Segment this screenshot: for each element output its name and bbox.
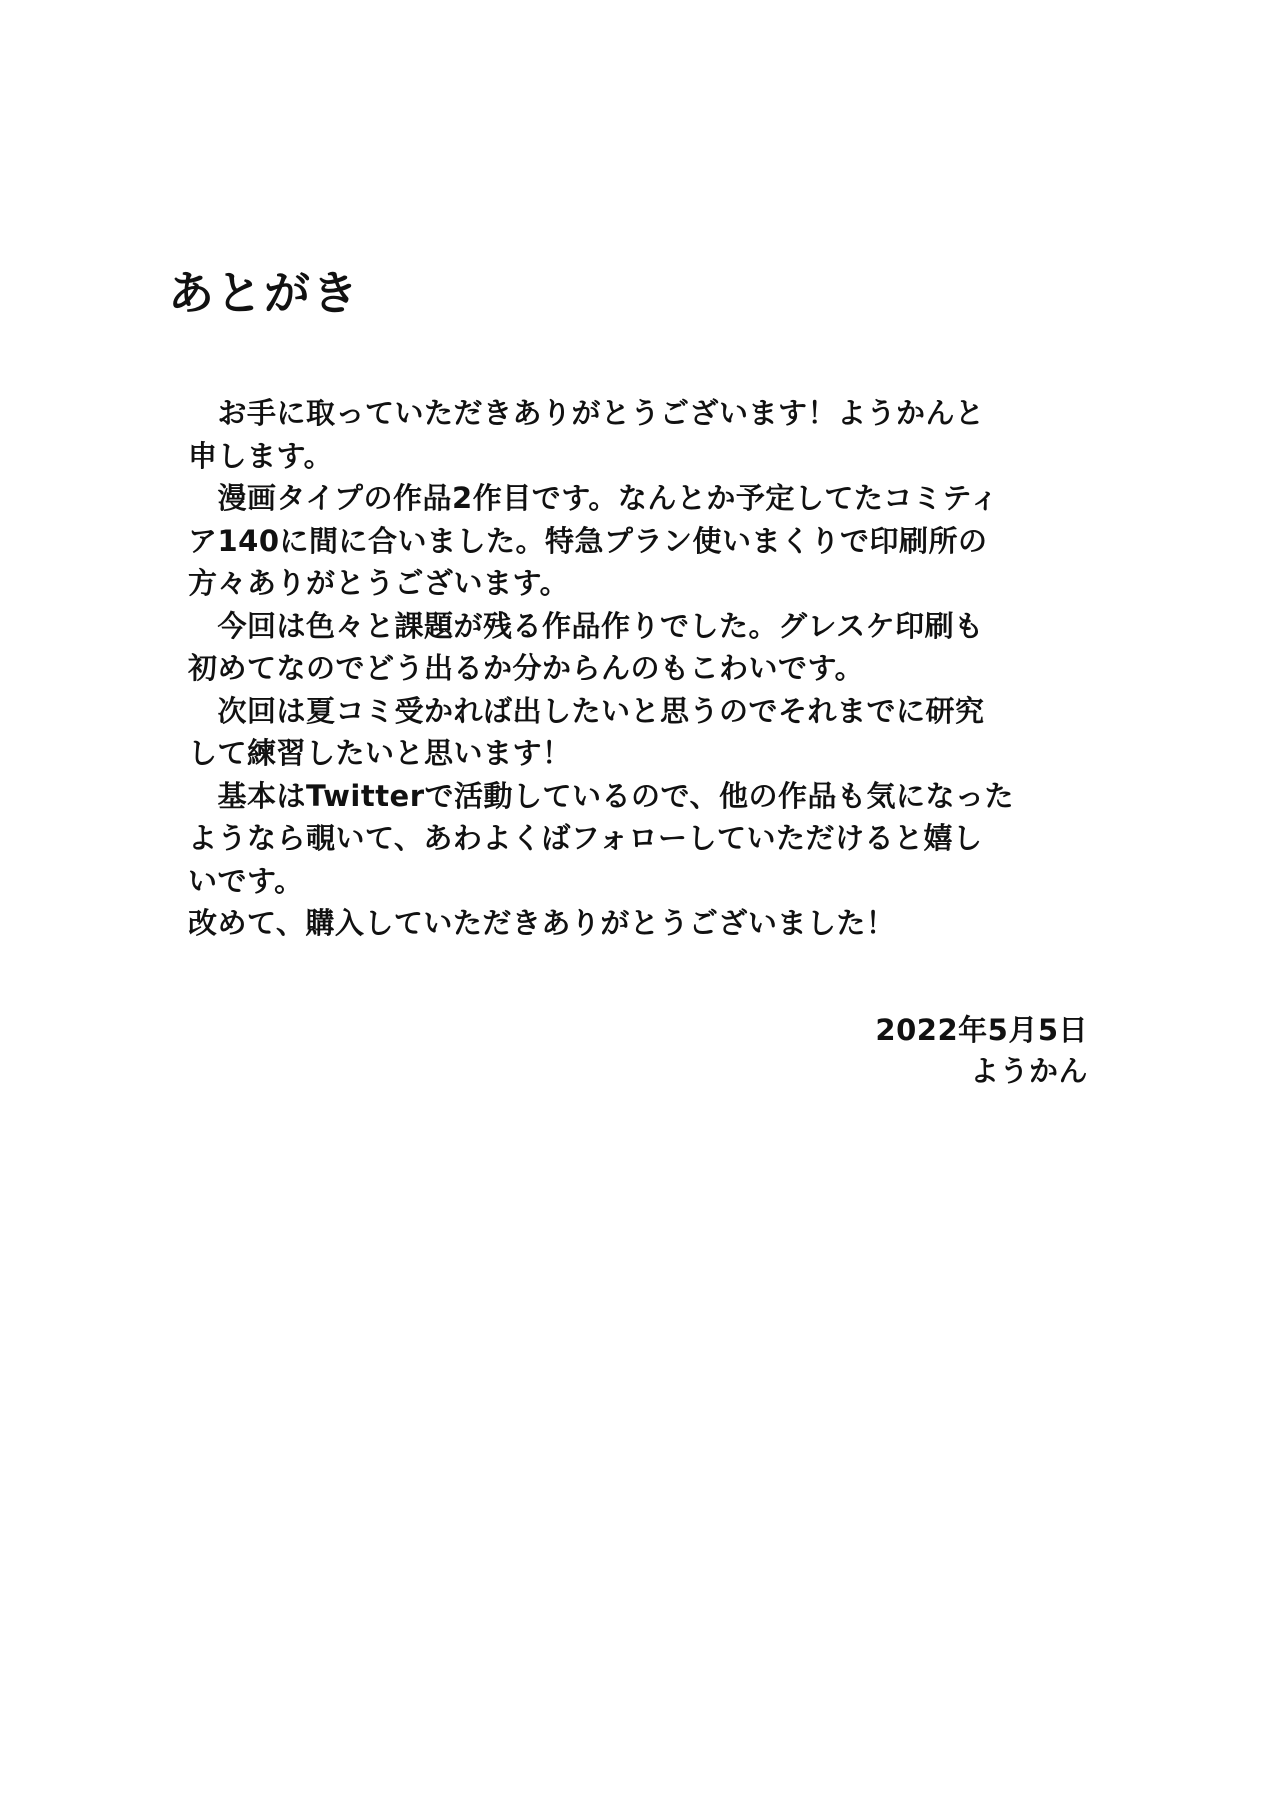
body-line: ア140に間に合いました。特急プラン使いまくりで印刷所の	[188, 523, 988, 558]
body-line: 初めてなのでどう出るか分からんのもこわいです。	[188, 651, 865, 685]
body-line: 改めて、購入していただきありがとうございました！	[188, 906, 896, 940]
body-line: して練習したいと思います！	[188, 736, 572, 770]
date-text: 2022年5月5日	[875, 1013, 1088, 1047]
body-line: 基本はTwitterで活動しているので、他の作品も気になった	[188, 778, 1014, 813]
author-name: ようかん	[969, 1054, 1088, 1088]
body-line: 今回は色々と課題が残る作品作りでした。グレスケ印刷も	[188, 608, 984, 643]
body-line: 方々ありがとうございます。	[188, 566, 570, 600]
body-line: 申します。	[188, 438, 334, 473]
body-line: 次回は夏コミ受かれば出したいと思うのでそれまでに研究	[188, 693, 985, 728]
body-line: いです。	[188, 863, 304, 898]
body-line: お手に取っていただきありがとうございます！ようかんと	[188, 396, 985, 430]
signature-block	[875, 1010, 1088, 1092]
body-line: ようなら覗いて、あわよくばフォローしていただけると嬉し	[188, 821, 983, 855]
afterword-body	[188, 392, 1088, 945]
page-title: あとがき	[168, 266, 360, 320]
body-line: 漫画タイプの作品2作目です。なんとか予定してたコミティ	[188, 481, 1000, 515]
